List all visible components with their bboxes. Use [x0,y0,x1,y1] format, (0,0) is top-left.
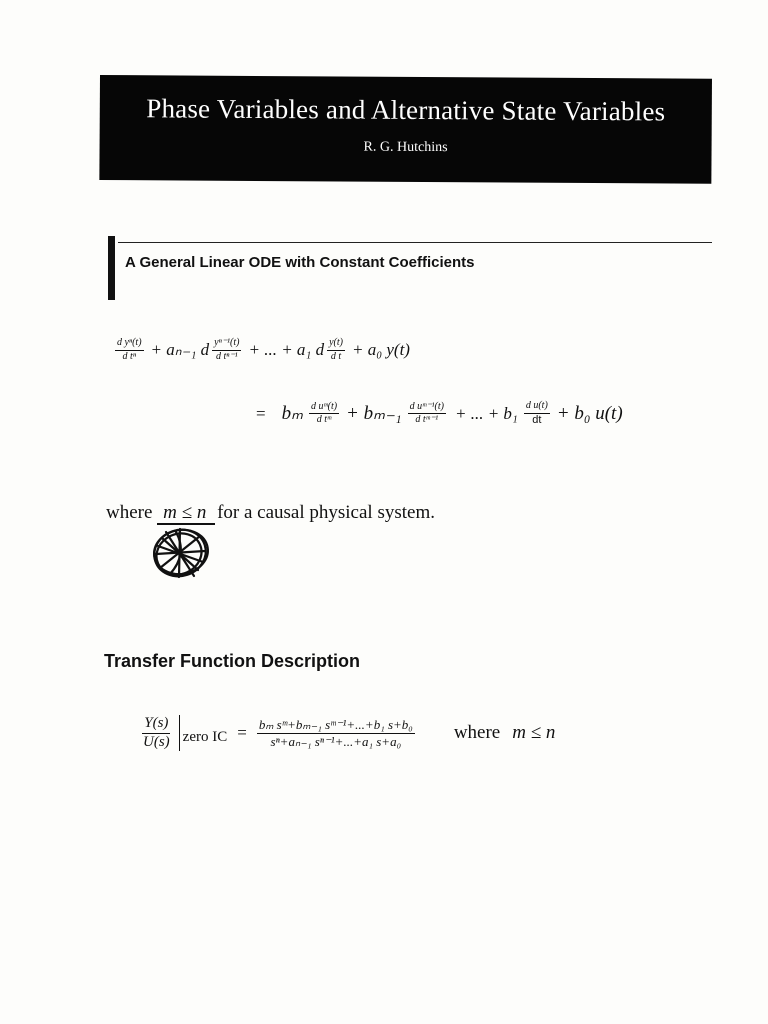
section-side-bar [108,236,115,300]
ode-lhs-equation [112,338,410,362]
transfer-function-equation [138,715,555,751]
fraction-polynomials: $\frac{\text{bₘ sᵐ+bₘ₋₁ sᵐ⁻¹+...+b₁ s+b₀}}{\text{sⁿ+aₙ₋₁ sⁿ⁻¹+...+a₁ s+a₀}}$ [258,716,413,749]
evaluation-bar [179,715,180,751]
term-a1: + ... + a₁ d [248,340,325,359]
fraction-ys-us: $\frac{Y(s)}{U(s)}$ [143,714,170,750]
where-description: for a causal physical system. [217,502,435,523]
causality-condition [106,502,435,524]
term-a0: + a₀ y(t) [351,340,410,359]
title-banner [99,75,712,184]
fraction-dny: $\frac{\text{d yⁿ(t)}}{\text{d tⁿ}}$ [117,337,142,362]
fraction-dm1u: $\frac{\text{d uᵐ⁻¹(t)}}{\text{d tᵐ⁻¹}}$ [409,400,444,426]
equals-sign: = [256,403,266,423]
term-bm-1: + bₘ₋₁ [346,403,402,425]
fraction-dy: $\frac{y(t)}{\text{d t}}$ [329,337,343,362]
section-heading-transfer-function: Transfer Function Description [104,651,361,671]
tf-condition-m-le-n: m ≤ n [512,722,556,743]
where-label: where [106,502,153,523]
condition-m-le-n: m ≤ n [163,502,207,523]
section-rule [118,242,712,243]
zero-ic-label: zero IC [182,728,228,745]
handwritten-scribble-icon [148,524,212,582]
term-a-n-1: + aₙ₋₁ d [150,340,210,359]
term-bm: bₘ [281,403,303,425]
fraction-dmu: $\frac{\text{d uᵐ(t)}}{\text{d tᵐ}}$ [310,400,338,426]
page-title: Phase Variables and Alternative State Variables [146,93,666,127]
fraction-dn1y: $\frac{\text{yⁿ⁻¹(t)}}{\text{d tⁿ⁻¹}}$ [214,337,240,362]
tf-where-label: where [453,722,501,743]
ode-rhs-equation [256,401,623,426]
section-heading-ode: A General Linear ODE with Constant Coefficients [125,254,475,271]
fraction-du: $\frac{\text{d u(t)}}{dt}$ [525,400,548,426]
term-b1: + ... + b₁ [454,403,518,423]
term-b0: + b₀ u(t) [556,402,623,424]
author-name: R. G. Hutchins [363,139,448,156]
tf-equals-sign: = [237,723,247,742]
